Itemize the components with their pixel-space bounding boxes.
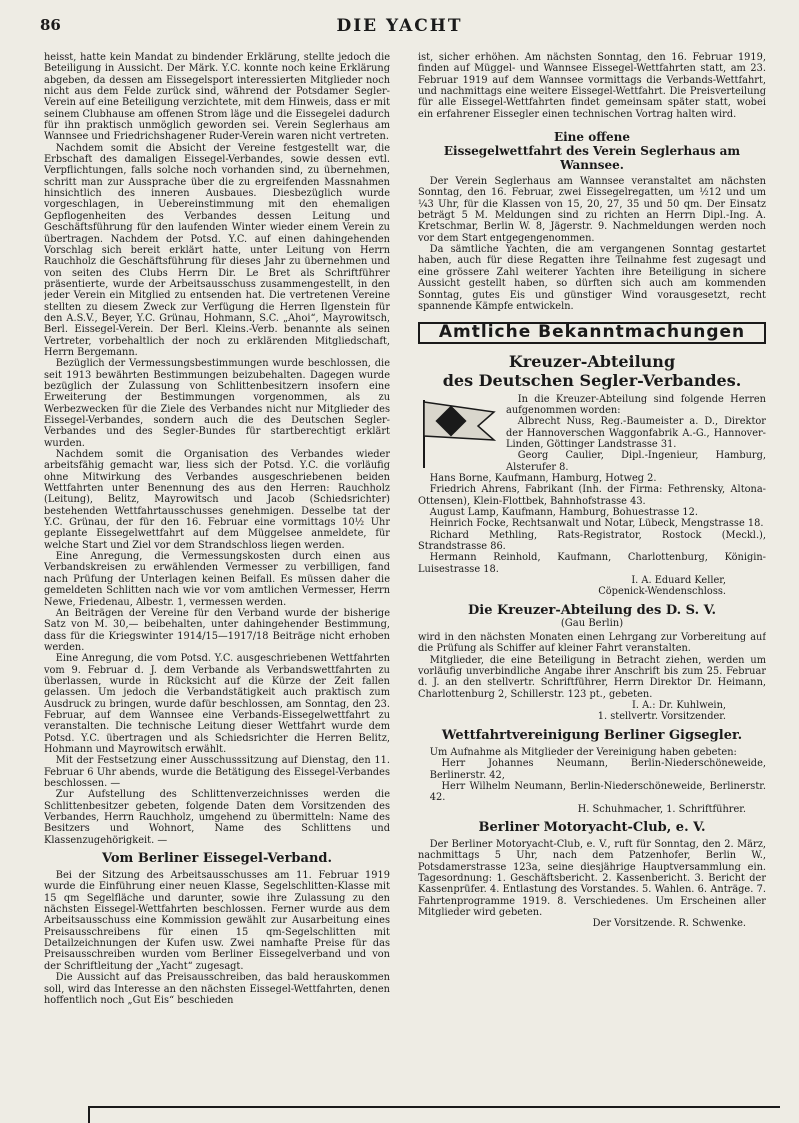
left-paragraph: Nachdem somit die Absicht der Vereine festgestellt war, die Erbschaft des damaligen Eissegel-Verbandes, sowie dessen evtl. Verpflichtungen, falls solche noch vorhanden sind, zu übernehmen, schritt man zur Aussprache über die zu ergreifenden Massnahmen hinsichtlich des inneren Ausbaues. Diesbezüglich wurde vorgeschlagen, in Uebereinstimmung mit den ehemaligen Gepflogenheiten des Verbandes dessen Leitung und Geschäftsführung für den laufenden Winter wieder einem Verein zu übertragen. Nachdem der Potsd. Y.C. auf einen dahingehenden Vorschlag sich bereit erklärt hatte, unter Leitung von Herrn Rauchholz die Geschäftsführung für dieses Jahr zu übernehmen und von seiten des Clubs Herrn Dir. Le Bret als Schriftführer präsentierte, wurde der Arbeitsausschuss zusammengestellt, in den jeder Verein ein Mitglied zu entsenden hat. Die vertretenen Vereine stellten zu diesem Zweck zur Verfügung die Herren Ilgenstein für den A.S.V., Beyer, Y.C. Grünau, Hohmann, S.C. „Ahoi“, Mayrowitsch, Berl. Eissegel-Verein. Der Berl. Kleins.-Verb. benannte als seinen Vertreter, vorbehaltlich der noch zu erklärenden Mitgliedschaft, Herrn Bergemann. bbox=[44, 142, 390, 358]
member-entry: Richard Methling, Rats-Registrator, Rostock (Meckl.), Strandstrasse 86. bbox=[418, 529, 766, 552]
gig-signature: H. Schuhmacher, 1. Schriftführer. bbox=[577, 803, 746, 815]
left-paragraph: heisst, hatte kein Mandat zu bindender Erklärung, stellte jedoch die Beteiligung in Aussicht. Der Märk. Y.C. konnte noch keine Erklärung abgeben, da dessen am Eissegelsport interessierten Mitglieder noch nicht aus dem Felde zurück sind, während der Potsdamer Segler-Verein auf eine Beteiligung verzichtete, mit dem Hinweis, dass er mit seinem Clubhause am offenen Strom läge und die Eissegelei dadurch für ihn praktisch unmöglich geworden sei. Verein Seglerhaus am Wannsee und Friedrichshagener Ruder-Verein waren nicht vertreten. bbox=[44, 52, 390, 143]
right-paragraph: wird in den nächsten Monaten einen Lehrgang zur Vorbereitung auf die Prüfung als Schiffer auf kleiner Fahrt veranstalten. bbox=[418, 632, 766, 655]
gau-signature-role: 1. stellvertr. Vorsitzender. bbox=[597, 711, 726, 723]
motoryacht-signature: Der Vorsitzende. R. Schwenke. bbox=[592, 918, 746, 930]
right-paragraph: Um Aufnahme als Mitglieder der Vereinigung haben gebeten: bbox=[429, 746, 737, 758]
left-paragraph: Bei der Sitzung des Arbeitsausschusses am 11. Februar 1919 wurde die Einführung einer neuen Klasse, Segelschlitten-Klasse mit 15 qm Segelfläche und darunter, sowie ihre Zulassung zu den nächsten Eissegel-Wettfahrten beschlossen. Ferner wurde aus dem Arbeitsausschuss eine Kommission gewählt zur Ausarbeitung eines Preisausschreibens für einen 15 qm-Segelschlitten mit Detailzeichnungen der Kufen usw. Zwei namhafte Preise für das Preisausschreiben wurden vom Berliner Eissegelverband und von der Schriftleitung der „Yacht“ zugesagt. bbox=[44, 870, 390, 972]
right-paragraph: Der Berliner Motoryacht-Club, e. V., ruft für Sonntag, den 2. März, nachmittags 5 Uhr, nach dem Patzenhofer, Berlin W., Potsdamerstrasse 123a, seine diesjährige Hauptversammlung ein. Tagesordnung: 1. Geschäftsbericht. 2. Kassenbericht. 3. Bericht der Kassenprüfer. 4. Entlastung des Vorstandes. 5. Wahlen. 6. Anträge. 7. Fahrtenprogramme 1919. 8. Verschiedenes. Um Erscheinen aller Mitglieder wird gebeten. bbox=[418, 838, 766, 918]
right-column bbox=[418, 52, 766, 1102]
next-advert-border bbox=[88, 1106, 780, 1123]
section-title-offene-line1: Eine offene bbox=[553, 130, 631, 145]
section-subtitle-gau-berlin: (Gau Berlin) bbox=[560, 617, 624, 629]
page-number: 86 bbox=[40, 16, 61, 34]
left-paragraph: An Beiträgen der Vereine für den Verband wurde der bisherige Satz von M. 30,— beibehalten, unter dahingehender Bestimmung, dass für die Kriegswinter 1914/15—1917/18 Beiträge nicht erhoben werden. bbox=[44, 607, 390, 653]
left-paragraph: Nachdem somit die Organisation des Verbandes wieder arbeitsfähig gemacht war, liess sich der Potsd. Y.C. die vorläufig ohne Mitwirkung des Verbandes ausgeschriebenen beiden Wettfahrten unter Benennung des aus den Herren: Rauchholz (Leitung), Belitz, Mayrowitsch und Jacob (Schiedsrichter) bestehenden Wettfahrtausschusses genehmigen. Desselbe tat der Y.C. Grünau, der für den 16. Februar eine vormittags 10½ Uhr geplante Eissegelwettfahrt auf dem Müggelsee anmeldete, für welche Start und Ziel vor dem Strandschloss liegen werden. bbox=[44, 449, 390, 551]
section-title-gau-berlin: Die Kreuzer-Abteilung des D. S. V. bbox=[467, 602, 716, 618]
member-entry: August Lamp, Kaufmann, Hamburg, Bohuestrasse 12. bbox=[429, 506, 698, 518]
member-entry: Friedrich Ahrens, Fabrikant (Inh. der Firma: Fethrensky, Altona-Ottensen), Klein-Flottbek, Bahnhofstrasse 43. bbox=[418, 484, 766, 507]
section-title-kreuzer-line1: Kreuzer-Abteilung bbox=[508, 351, 676, 371]
left-column bbox=[44, 52, 390, 1102]
member-entry: Heinrich Focke, Rechtsanwalt und Notar, Lübeck, Mengstrasse 18. bbox=[429, 518, 764, 530]
member-entry: Georg Caulier, Dipl.-Ingenieur, Hamburg, Alsterufer 8. bbox=[506, 450, 766, 473]
member-entry: Hermann Reinhold, Kaufmann, Charlottenburg, Königin-Luisestrasse 18. bbox=[418, 552, 766, 575]
gig-member-entry: Herr Johannes Neumann, Berlin-Niederschöneweide, Berlinerstr. 42, bbox=[429, 758, 766, 781]
kreuzer-intro: In die Kreuzer-Abteilung sind folgende Herren aufgenommen worden: bbox=[506, 393, 766, 416]
left-paragraph: Die Aussicht auf das Preisausschreiben, das bald herauskommen soll, wird das Interesse an den nächsten Eissegel-Wettfahrten, denen hoffentlich noch „Gut Eis“ beschieden bbox=[44, 972, 390, 1006]
gig-member-entry: Herr Wilhelm Neumann, Berlin-Niederschöneweide, Berlinerstr. 42. bbox=[429, 780, 766, 804]
left-paragraph: Eine Anregung, die vom Potsd. Y.C. ausgeschriebenen Wettfahrten vom 9. Februar d. J. dem Verbande als Verbandswettfahrten zu überlassen, wurde in Rücksicht auf die Kürze der Zeit fallen gelassen. Um jedoch die Verbandstätigkeit auch praktisch zum Ausdruck zu bringen, wurde dafür beschlossen, am Sonntag, den 23. Februar, auf dem Wannsee eine Verbands-Eissegelwettfahrt zu veranstalten. Die technische Leitung dieser Wettfahrt wurde dem Potsd. Y.C. übertragen und als Schiedsrichter die Herren Belitz, Hohmann und Mayrowitsch erwählt. bbox=[44, 653, 390, 755]
left-paragraph: Eine Anregung, die Vermessungskosten durch einen aus Verbandskreisen zu erwählenden Vermesser zu verbilligen, fand nach Prüfung der Unterlagen keinen Beifall. Es müssen daher die gemeldeten Schlitten nach wie vor vom amtlichen Vermesser, Herrn Newe, Friedenau, Albestr. 1, vermessen werden. bbox=[44, 551, 390, 608]
kreuzer-signature-place: Cöpenick-Wendenschloss. bbox=[598, 586, 726, 598]
kreuzer-members-block bbox=[418, 394, 766, 485]
kreuzer-signature: I. A. Eduard Keller, bbox=[631, 575, 726, 587]
right-paragraph: ist, sicher erhöhen. Am nächsten Sonntag, den 16. Februar 1919, finden auf Müggel- und Wannsee Eissegel-Wettfahrten statt, am 23. Februar 1919 auf dem Wannsee vormittags die Verbands-Wettfahrt, und nachmittags eine weitere Eissegel-Wettfahrt. Die Preisverteilung für alle Eissegel-Wettfahrten findet gemeinsam später statt, wobei ein erfahrener Eissegler einen technischen Vortrag halten wird. bbox=[418, 52, 766, 120]
official-announcements-banner: Amtliche Bekanntmachungen bbox=[418, 322, 766, 343]
dsv-pennant-flag-icon bbox=[418, 396, 498, 468]
right-paragraph: Der Verein Seglerhaus am Wannsee veranstaltet am nächsten Sonntag, den 16. Februar, zwei Eissegelregatten, um ½12 und um ¼3 Uhr, für die Klassen von 15, 20, 27, 35 und 50 qm. Der Einsatz beträgt 5 M. Meldungen sind zu richten an Herrn Dipl.-Ing. A. Kretschmar, Berlin W. 8, Jägerstr. 9. Nachmeldungen werden noch vor dem Start entgegengenommen. bbox=[418, 176, 766, 244]
section-title-motoryacht-club: Berliner Motoryacht-Club, e. V. bbox=[478, 819, 706, 835]
left-paragraph: Bezüglich der Vermessungsbestimmungen wurde beschlossen, die seit 1913 bewährten Bestimmungen beizubehalten. Dagegen wurde bezüglich der Zulassung von Schlittenbesitzern insofern eine Erweiterung der Bestimmungen vorgenommen, als zu Werbezwecken für die Ziele des Verbandes nicht nur Mitglieder des Eissegel-Verbandes, sondern auch die des Deutschen Segler-Verbandes und des Segler-Bundes für startberechtigt erklärt wurden. bbox=[44, 358, 390, 449]
section-title-offene-line2: Eissegelwettfahrt des Verein Seglerhaus am Wannsee. bbox=[443, 144, 741, 173]
running-title: DIE YACHT bbox=[336, 16, 463, 36]
right-paragraph: Da sämtliche Yachten, die am vergangenen Sonntag gestartet haben, auch für diese Regatten ihre Teilnahme fest zugesagt und eine grössere Zahl weiterer Yachten ihre Beteiligung in sichere Aussicht gestellt haben, so dürften sich auch am kommenden Sonntag, gutes Eis und günstiger Wind vorausgesetzt, recht spannende Kämpfe entwickeln. bbox=[418, 244, 766, 312]
gau-signature: I. A.: Dr. Kuhlwein, bbox=[632, 700, 726, 712]
section-title-kreuzer-line2: des Deutschen Segler-Verbandes. bbox=[442, 370, 742, 390]
right-paragraph: Mitglieder, die eine Beteiligung in Betracht ziehen, werden um vorläufig unverbindliche Angabe ihrer Anschrift bis zum 25. Februar d. J. an den stellvertr. Schriftführer, Herrn Direktor Dr. Heimann, Charlottenburg 2, Schillerstr. 123 pt., gebeten. bbox=[418, 654, 766, 700]
section-title-eissegel-verband: Vom Berliner Eissegel-Verband. bbox=[101, 851, 333, 867]
member-entry: Albrecht Nuss, Reg.-Baumeister a. D., Direktor der Hannoverschen Waggonfabrik A.-G., Hannover-Linden, Göttinger Landstrasse 31. bbox=[506, 416, 766, 450]
left-paragraph: Mit der Festsetzung einer Ausschusssitzung auf Dienstag, den 11. Februar 6 Uhr abends, wurde die Betätigung des Eissegel-Verbandes beschlossen. — bbox=[44, 755, 390, 789]
left-paragraph: Zur Aufstellung des Schlittenverzeichnisses werden die Schlittenbesitzer gebeten, folgende Daten dem Vorsitzenden des Verbandes, Herrn Rauchholz, umgehend zu übermitteln: Name des Besitzers und Wohnort, Name des Schlittens und Klassenzugehörigkeit. — bbox=[44, 789, 390, 846]
member-entry: Hans Borne, Kaufmann, Hamburg, Hotweg 2. bbox=[429, 472, 657, 484]
section-title-gigsegler: Wettfahrtvereinigung Berliner Gigsegler. bbox=[441, 727, 743, 743]
